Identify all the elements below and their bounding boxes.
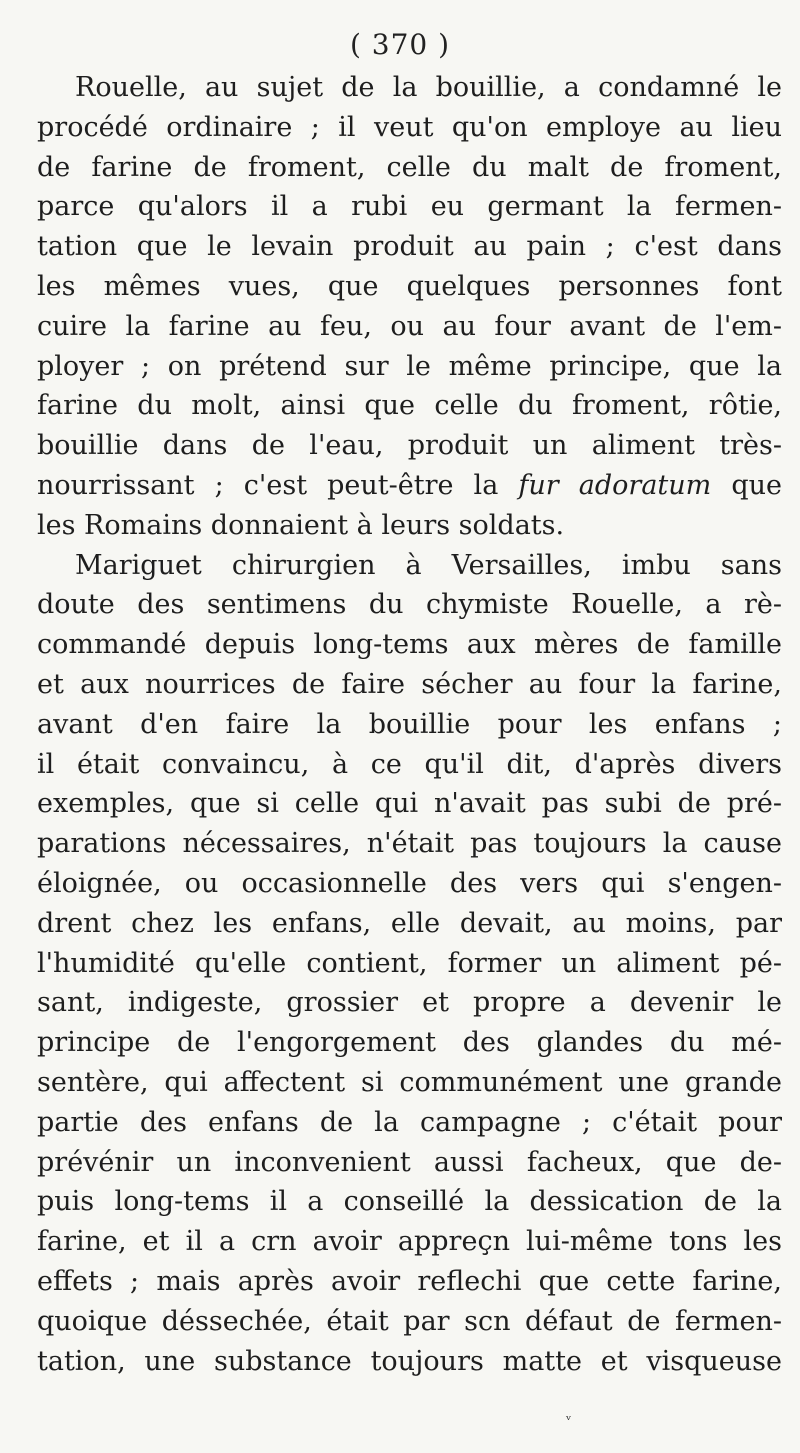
text-line: puis long-tems il a conseillé la dessication de la <box>37 1186 782 1218</box>
text-line: Mariguet chirurgien à Versailles, imbu sans <box>75 549 782 581</box>
paragraph-1 <box>37 68 782 546</box>
text-line: parce qu'alors il a rubi eu germant la fermen- <box>37 191 782 223</box>
italic-phrase: fur adoratum <box>518 469 712 501</box>
text-line: les Romains donnaient à leurs soldats. <box>37 509 565 541</box>
text-line: doute des sentimens du chymiste Rouelle, a rè- <box>37 589 782 621</box>
text-line: prévénir un inconvenient aussi facheux, que de- <box>37 1146 782 1178</box>
text-line: bouillie dans de l'eau, produit un aliment très- <box>37 430 782 462</box>
text-line: tation que le levain produit au pain ; c'est dans <box>37 231 782 263</box>
text-line: farine du molt, ainsi que celle du froment, rôtie, <box>37 390 782 422</box>
paragraph-2 <box>37 546 782 1382</box>
text-line: avant d'en faire la bouillie pour les enfans ; <box>37 708 782 740</box>
text-line: l'humidité qu'elle contient, former un aliment pé- <box>37 947 782 979</box>
text-segment: nourrissant ; c'est peut-être la <box>37 469 519 501</box>
text-line: et aux nourrices de faire sécher au four la farine, <box>37 668 782 700</box>
text-line: commandé depuis long-tems aux mères de famille <box>37 629 782 661</box>
text-line: quoique déssechée, était par scn défaut de fermen- <box>37 1305 782 1337</box>
text-line: ployer ; on prétend sur le même principe, que la <box>37 350 782 382</box>
text-line: exemples, que si celle qui n'avait pas subi de pré- <box>37 788 782 820</box>
text-line: parations nécessaires, n'était pas toujours la cause <box>37 828 782 860</box>
footer-mark: ᵥ <box>566 1408 572 1424</box>
text-line: farine, et il a crn avoir appreçn lui-même tons les <box>37 1226 782 1258</box>
text-line: les mêmes vues, que quelques personnes font <box>37 270 782 302</box>
page-number: ( 370 ) <box>349 28 451 61</box>
text-line: sant, indigeste, grossier et propre a devenir le <box>37 987 782 1019</box>
text-line: procédé ordinaire ; il veut qu'on employe au lieu <box>37 111 782 143</box>
text-line: éloignée, ou occasionnelle des vers qui s'engen- <box>37 867 782 899</box>
text-line: tation, une substance toujours matte et visqueuse <box>37 1345 782 1377</box>
text-line: il était convaincu, à ce qu'il dit, d'après divers <box>37 748 782 780</box>
text-line: drent chez les enfans, elle devait, au moins, par <box>37 907 782 939</box>
text-line: cuire la farine au feu, ou au four avant de l'em- <box>37 310 782 342</box>
text-line: partie des enfans de la campagne ; c'était pour <box>37 1106 782 1138</box>
text-line: Rouelle, au sujet de la bouillie, a condamné le <box>75 72 782 103</box>
text-line: effets ; mais après avoir reflechi que cette farine, <box>37 1265 782 1297</box>
text-line: principe de l'engorgement des glandes du mé- <box>37 1027 782 1059</box>
text-segment: que <box>711 469 782 501</box>
text-line: sentère, qui affectent si communément une grande <box>37 1066 782 1098</box>
text-line <box>37 466 782 506</box>
body-text <box>37 68 782 1381</box>
text-line: de farine de froment, celle du malt de froment, <box>37 151 782 183</box>
